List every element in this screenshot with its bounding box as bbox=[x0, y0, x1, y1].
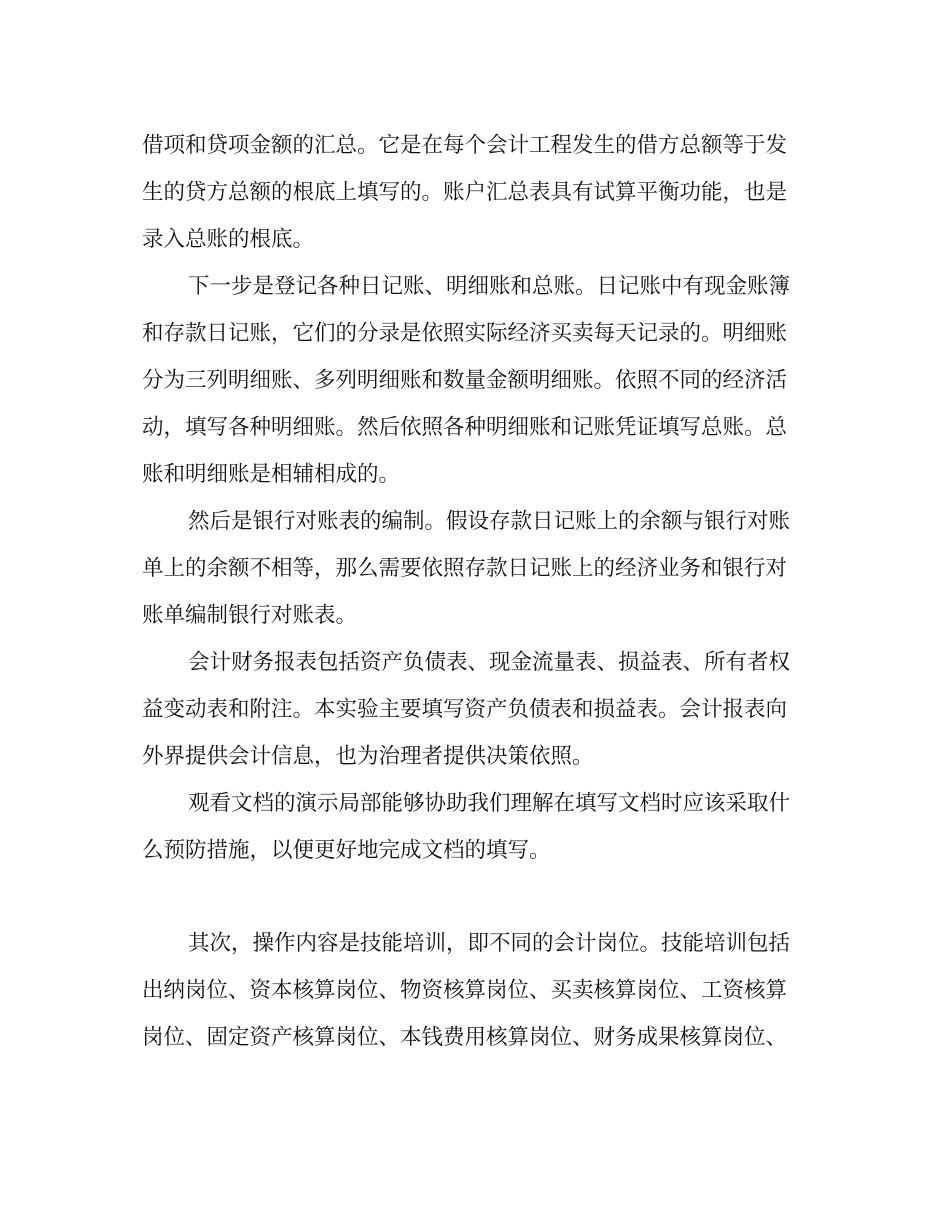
text-line: 和存款日记账，它们的分录是依照实际经济买卖每天记录的。明细账 bbox=[142, 321, 788, 346]
text-line: 下一步是登记各种日记账、明细账和总账。日记账中有现金账簿 bbox=[188, 274, 791, 299]
text-line: 岗位、固定资产核算岗位、本钱费用核算岗位、财务成果核算岗位、 bbox=[142, 1025, 788, 1050]
text-line: 动，填写各种明细账。然后依照各种明细账和记账凭证填写总账。总 bbox=[142, 415, 788, 440]
paragraph bbox=[142, 122, 810, 263]
text-line: 账单编制银行对账表。 bbox=[142, 603, 358, 628]
text-line: 分为三列明细账、多列明细账和数量金额明细账。依照不同的经济活 bbox=[142, 368, 788, 393]
paragraph bbox=[142, 920, 810, 1061]
text-line: 么预防措施，以便更好地完成文档的填写。 bbox=[142, 838, 551, 863]
text-line: 然后是银行对账表的编制。假设存款日记账上的余额与银行对账 bbox=[188, 509, 791, 534]
text-line: 益变动表和附注。本实验主要填写资产负债表和损益表。会计报表向 bbox=[142, 697, 788, 722]
text-line: 借项和贷项金额的汇总。它是在每个会计工程发生的借方总额等于发 bbox=[142, 133, 788, 158]
paragraph bbox=[142, 780, 810, 874]
paragraph bbox=[142, 498, 810, 639]
document-body bbox=[142, 122, 810, 1061]
text-line: 会计财务报表包括资产负债表、现金流量表、损益表、所有者权 bbox=[188, 650, 791, 675]
text-line: 录入总账的根底。 bbox=[142, 227, 315, 252]
paragraph bbox=[142, 639, 810, 780]
text-line: 单上的余额不相等，那么需要依照存款日记账上的经济业务和银行对 bbox=[142, 556, 788, 581]
text-line: 出纳岗位、资本核算岗位、物资核算岗位、买卖核算岗位、工资核算 bbox=[142, 978, 788, 1003]
paragraph bbox=[142, 263, 810, 498]
text-line: 账和明细账是相辅相成的。 bbox=[142, 462, 401, 487]
text-line: 生的贷方总额的根底上填写的。账户汇总表具有试算平衡功能，也是 bbox=[142, 180, 788, 205]
paragraph-spacer bbox=[142, 874, 810, 920]
text-line: 观看文档的演示局部能够协助我们理解在填写文档时应该采取什 bbox=[188, 791, 791, 816]
text-line: 外界提供会计信息，也为治理者提供决策依照。 bbox=[142, 744, 594, 769]
text-line: 其次，操作内容是技能培训，即不同的会计岗位。技能培训包括 bbox=[188, 931, 791, 956]
